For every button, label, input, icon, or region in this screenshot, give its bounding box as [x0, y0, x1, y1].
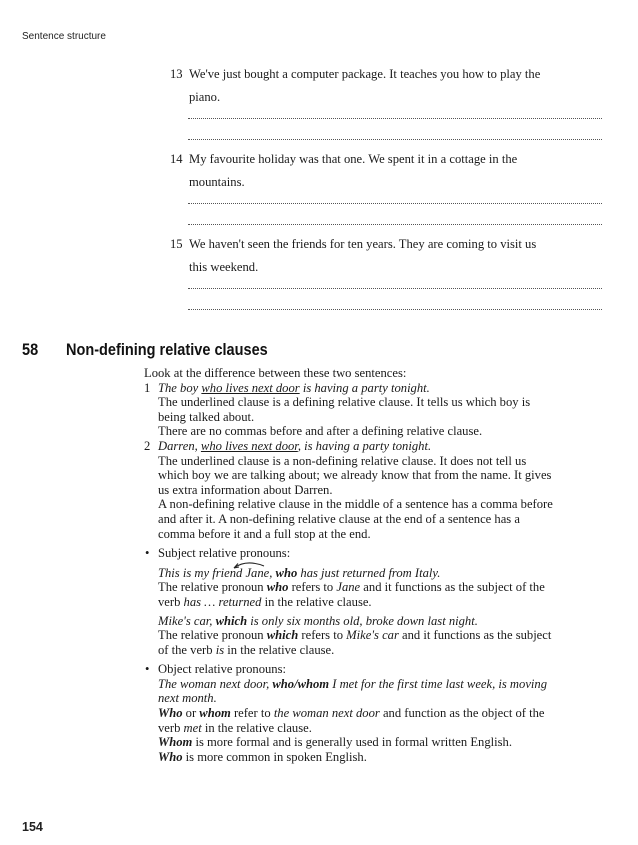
explanation: The underlined clause is a defining relative clause. It tells us which boy is: [158, 395, 531, 410]
explanation: Who is more common in spoken English.: [158, 749, 367, 764]
answer-line[interactable]: [188, 224, 602, 225]
exercise-number: 15: [170, 237, 183, 251]
explanation: Who or whom refer to the woman next door and function as the object of the: [158, 706, 545, 721]
explanation: Whom is more formal and is generally used in formal written English.: [158, 735, 512, 750]
explanation: which boy we are talking about; we already know that from the name. It gives: [158, 468, 552, 483]
explanation: verb met in the relative clause.: [158, 720, 312, 735]
answer-line[interactable]: [188, 203, 602, 204]
example-1: [144, 381, 604, 439]
example-sentence: Mike's car, which is only six months old, broke down last night.: [158, 613, 478, 628]
section-title: Non-defining relative clauses: [66, 341, 268, 359]
bullet-point: •: [145, 546, 150, 561]
subject-pronouns: [144, 546, 604, 657]
reference-arrow-icon: [232, 560, 266, 569]
explanation: A non-defining relative clause in the middle of a sentence has a comma before: [158, 497, 553, 512]
intro-text: Look at the difference between these two sentences:: [144, 366, 407, 380]
bullet-heading: Object relative pronouns:: [158, 662, 286, 677]
relative-pronoun: which: [215, 613, 248, 628]
example-sentence: This is my friend Jane, who has just returned from Italy.: [158, 565, 441, 580]
example-sentence: next month.: [158, 691, 217, 706]
section-number: 58: [22, 341, 39, 359]
explanation: The relative pronoun who refers to Jane and it functions as the subject of the: [158, 580, 545, 595]
example-number: 1: [144, 380, 151, 395]
relative-pronoun: who: [275, 565, 298, 580]
answer-line[interactable]: [188, 288, 602, 289]
page-number: 154: [22, 820, 43, 834]
answer-line[interactable]: [188, 139, 602, 140]
exercise-number: 14: [170, 152, 183, 166]
example-sentence: Darren, who lives next door, is having a party tonight.: [158, 438, 432, 453]
running-head: Sentence structure: [22, 31, 106, 42]
explanation: us extra information about Darren.: [158, 482, 333, 497]
answer-line[interactable]: [188, 118, 602, 119]
exercise-text: We've just bought a computer package. It teaches you how to play the: [189, 67, 541, 81]
underlined-clause: who lives next door: [201, 380, 300, 395]
explanation: There are no commas before and after a defining relative clause.: [158, 424, 483, 439]
explanation: The relative pronoun which refers to Mike's car and it functions as the subject: [158, 628, 552, 643]
exercise-text: piano.: [189, 90, 221, 104]
section-heading: [22, 341, 268, 360]
relative-pronoun: who/whom: [272, 676, 330, 691]
explanation: and after it. A non-defining relative clause at the end of a sentence has a: [158, 511, 520, 526]
exercise-text: mountains.: [189, 175, 245, 189]
explanation: of the verb is in the relative clause.: [158, 642, 335, 657]
answer-line[interactable]: [188, 309, 602, 310]
exercise-text: My favourite holiday was that one. We spent it in a cottage in the: [189, 152, 518, 166]
explanation: comma before it and a full stop at the end.: [158, 526, 371, 541]
bullet-point: •: [145, 662, 150, 677]
object-pronouns: [144, 662, 604, 764]
example-sentence: The woman next door, who/whom I met for the first time last week, is moving: [158, 676, 548, 691]
exercise-number: 13: [170, 67, 183, 81]
exercise-text: We haven't seen the friends for ten years. They are coming to visit us: [189, 237, 537, 251]
explanation: being talked about.: [158, 409, 255, 424]
explanation: verb has … returned in the relative clause.: [158, 594, 372, 609]
exercise-text: this weekend.: [189, 260, 259, 274]
example-number: 2: [144, 438, 151, 453]
explanation: The underlined clause is a non-defining relative clause. It does not tell us: [158, 453, 527, 468]
example-2: [144, 439, 604, 541]
example-sentence: The boy who lives next door is having a party tonight.: [158, 380, 430, 395]
underlined-clause: who lives next door: [200, 438, 298, 453]
bullet-heading: Subject relative pronouns:: [158, 546, 291, 561]
section-body: [144, 366, 604, 764]
